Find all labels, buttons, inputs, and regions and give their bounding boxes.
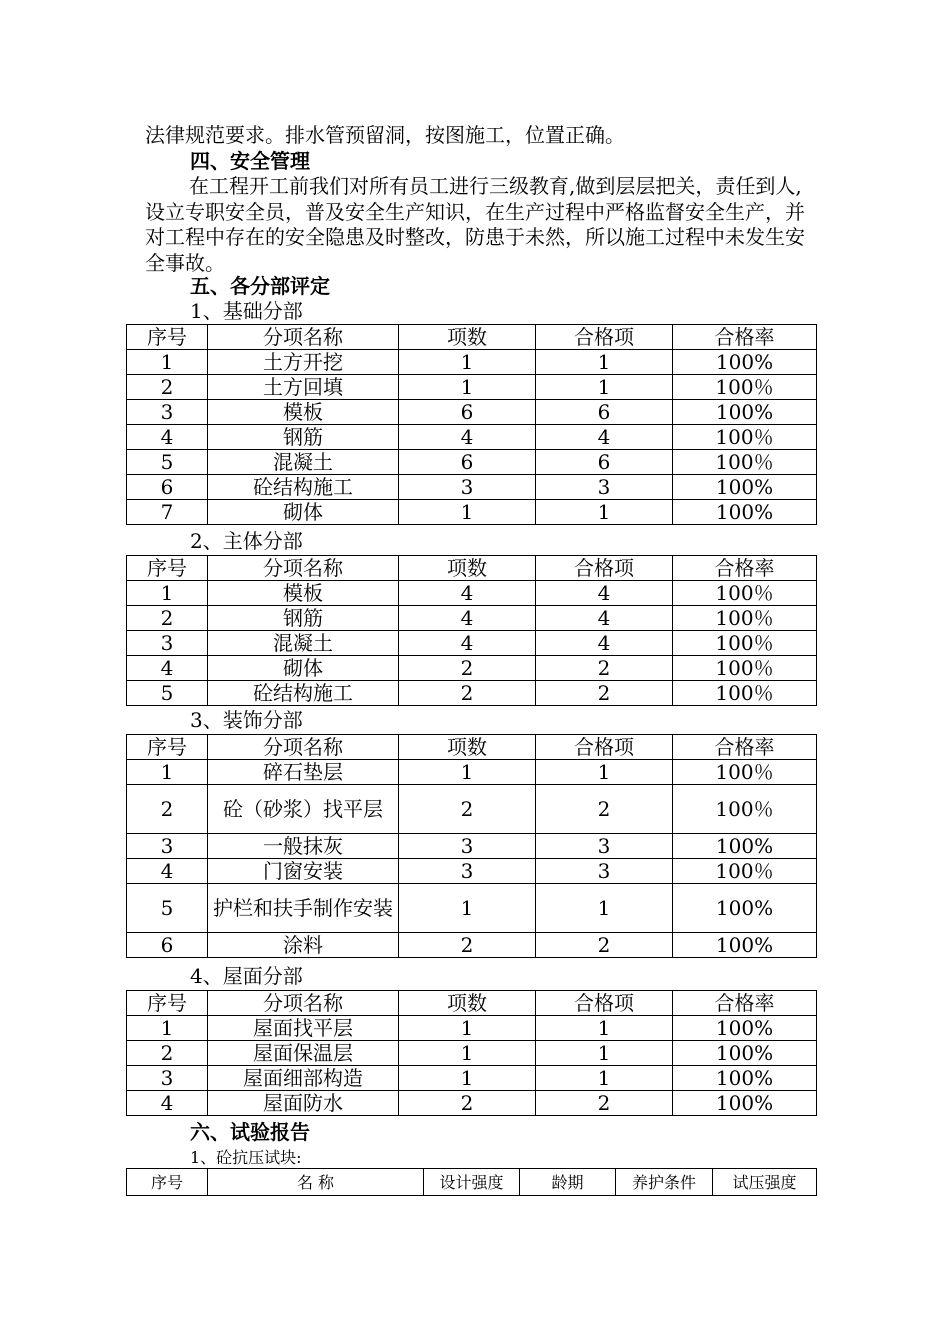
table-cell: 砌体 [208,656,399,681]
header-cell: 序号 [127,991,208,1016]
table-cell: 100％ [673,581,817,606]
table-cell: 2 [127,606,208,631]
table-4-title: 4、屋面分部 [190,964,303,988]
table-cell: 4 [536,606,673,631]
table-cell: 100％ [673,425,817,450]
table-cell: 100% [673,834,817,859]
table-cell: 3 [127,1066,208,1091]
table-cell: 屋面细部构造 [208,1066,399,1091]
table-decoration [126,734,817,958]
table-cell: 屋面找平层 [208,1016,399,1041]
table-cell: 1 [399,760,536,785]
table-cell: 3 [127,631,208,656]
header-cell: 分项名称 [208,735,399,760]
table-cell: 100% [673,400,817,425]
table-cell: 4 [127,656,208,681]
table-cell: 1 [536,1016,673,1041]
table-cell: 2 [127,785,208,834]
table-cell: 3 [399,834,536,859]
table-main-structure [126,555,817,706]
table-cell: 3 [399,475,536,500]
table-cell: 100％ [673,606,817,631]
header-cell: 龄期 [520,1169,616,1196]
table-cell: 6 [127,933,208,958]
table-row [127,606,817,631]
table-cell: 100％ [673,375,817,400]
table-cell: 100% [673,933,817,958]
table-cell: 100％ [673,656,817,681]
table-cell: 2 [536,656,673,681]
table-cell: 1 [399,500,536,525]
table-cell: 2 [399,656,536,681]
table-cell: 2 [536,681,673,706]
table-cell: 涂料 [208,933,399,958]
table-cell: 5 [127,884,208,933]
table-cell: 1 [536,350,673,375]
header-cell: 项数 [399,735,536,760]
table-cell: 1 [127,1016,208,1041]
table-row [127,785,817,834]
table-cell: 6 [536,400,673,425]
section-4-body: 在工程开工前我们对所有员工进行三级教育,做到层层把关，责任到人,设立专职安全员，普及安全生产知识，在生产过程中严格监督安全生产，并对工程中存在的安全隐患及时整改，防患于未然，所以施工过程中未发生安全事故。 [145,174,805,275]
table-cell: 2 [536,1091,673,1116]
table-cell: 6 [536,450,673,475]
section-6-subheading: 1、砼抗压试块: [190,1148,302,1167]
table-header-row [127,991,817,1016]
table-cell: 2 [127,1041,208,1066]
table-cell: 4 [399,606,536,631]
table-cell: 100% [673,884,817,933]
section-5-heading: 五、各分部评定 [190,274,330,298]
table-cell: 5 [127,681,208,706]
header-cell: 养护条件 [616,1169,713,1196]
table-row [127,656,817,681]
table-row [127,1066,817,1091]
table-cell: 砼（砂浆）找平层 [208,785,399,834]
table-cell: 100％ [673,681,817,706]
table-3-title: 3、装饰分部 [190,708,303,732]
table-cell: 1 [536,1041,673,1066]
table-cell: 100％ [673,859,817,884]
table-cell: 钢筋 [208,606,399,631]
header-cell: 设计强度 [424,1169,520,1196]
table-cell: 土方回填 [208,375,399,400]
table-row [127,425,817,450]
table-row [127,1041,817,1066]
intro-tail-paragraph: 法律规范要求。排水管预留洞，按图施工，位置正确。 [145,123,625,147]
table-row [127,500,817,525]
header-cell: 项数 [399,991,536,1016]
header-cell: 分项名称 [208,991,399,1016]
table-cell: 门窗安装 [208,859,399,884]
table-cell: 3 [536,475,673,500]
table-cell: 4 [536,631,673,656]
header-cell: 合格项 [536,325,673,350]
table-row [127,859,817,884]
table-cell: 6 [399,400,536,425]
header-cell: 合格率 [673,556,817,581]
table-cell: 1 [127,581,208,606]
table-cell: 屋面防水 [208,1091,399,1116]
table-cell: 100% [673,1066,817,1091]
section-4-heading: 四、安全管理 [190,149,310,173]
table-cell: 1 [399,1016,536,1041]
header-cell: 试压强度 [713,1169,817,1196]
table-cell: 6 [399,450,536,475]
table-cell: 100% [673,1041,817,1066]
table-cell: 2 [536,933,673,958]
table-row [127,581,817,606]
table-cell: 4 [127,425,208,450]
table-row [127,884,817,933]
table-cell: 4 [399,425,536,450]
table-row [127,475,817,500]
table-cell: 100％ [673,785,817,834]
table-row [127,834,817,859]
table-cell: 砼结构施工 [208,475,399,500]
table-cell: 3 [536,859,673,884]
table-cell: 护栏和扶手制作安装 [208,884,399,933]
table-cell: 1 [536,884,673,933]
table-cell: 7 [127,500,208,525]
table-cell: 砌体 [208,500,399,525]
table-cell: 3 [399,859,536,884]
table-row [127,450,817,475]
table-cell: 土方开挖 [208,350,399,375]
table-row [127,350,817,375]
header-cell: 合格率 [673,735,817,760]
table-cell: 3 [127,834,208,859]
header-cell: 序号 [127,556,208,581]
table-roofing [126,990,817,1116]
table-cell: 2 [127,375,208,400]
table-cell: 混凝土 [208,631,399,656]
table-test-blocks [126,1168,817,1196]
table-cell: 100％ [673,760,817,785]
table-cell: 2 [399,933,536,958]
table-cell: 屋面保温层 [208,1041,399,1066]
table-cell: 100% [673,1091,817,1116]
header-cell: 合格项 [536,991,673,1016]
table-row [127,375,817,400]
table-cell: 1 [536,375,673,400]
table-cell: 4 [399,581,536,606]
table-cell: 4 [536,581,673,606]
table-cell: 1 [536,1066,673,1091]
table-cell: 模板 [208,581,399,606]
header-cell: 序号 [127,735,208,760]
table-cell: 钢筋 [208,425,399,450]
table-cell: 100％ [673,450,817,475]
table-row [127,681,817,706]
table-row [127,933,817,958]
table-foundation [126,324,817,525]
table-cell: 100% [673,475,817,500]
section-6-heading: 六、试验报告 [190,1120,310,1144]
table-cell: 1 [536,760,673,785]
table-cell: 1 [399,1066,536,1091]
table-header-row [127,325,817,350]
table-cell: 100% [673,350,817,375]
table-cell: 3 [536,834,673,859]
table-cell: 1 [399,350,536,375]
table-1-title: 1、基础分部 [190,299,303,323]
table-cell: 2 [399,785,536,834]
table-cell: 4 [536,425,673,450]
table-cell: 1 [399,1041,536,1066]
table-cell: 1 [127,350,208,375]
table-cell: 4 [399,631,536,656]
table-cell: 100％ [673,631,817,656]
header-cell: 分项名称 [208,325,399,350]
table-2-title: 2、主体分部 [190,529,303,553]
header-cell: 合格项 [536,735,673,760]
table-cell: 100% [673,500,817,525]
table-cell: 3 [127,400,208,425]
header-cell: 序号 [127,1169,208,1196]
header-cell: 项数 [399,556,536,581]
table-cell: 1 [127,760,208,785]
table-cell: 模板 [208,400,399,425]
table-header-row [127,1169,817,1196]
header-cell: 合格率 [673,325,817,350]
header-cell: 合格率 [673,991,817,1016]
table-row [127,631,817,656]
header-cell: 序号 [127,325,208,350]
table-cell: 碎石垫层 [208,760,399,785]
table-cell: 1 [536,500,673,525]
table-cell: 2 [399,1091,536,1116]
table-cell: 1 [399,884,536,933]
table-row [127,400,817,425]
table-cell: 100% [673,1016,817,1041]
table-cell: 4 [127,859,208,884]
header-cell: 项数 [399,325,536,350]
table-header-row [127,556,817,581]
table-cell: 2 [399,681,536,706]
header-cell: 分项名称 [208,556,399,581]
table-cell: 1 [399,375,536,400]
table-header-row [127,735,817,760]
table-row [127,760,817,785]
table-cell: 5 [127,450,208,475]
header-cell: 合格项 [536,556,673,581]
table-cell: 4 [127,1091,208,1116]
table-cell: 2 [536,785,673,834]
table-cell: 一般抹灰 [208,834,399,859]
table-cell: 砼结构施工 [208,681,399,706]
table-cell: 混凝土 [208,450,399,475]
table-row [127,1016,817,1041]
header-cell: 名 称 [208,1169,424,1196]
table-cell: 6 [127,475,208,500]
table-row [127,1091,817,1116]
